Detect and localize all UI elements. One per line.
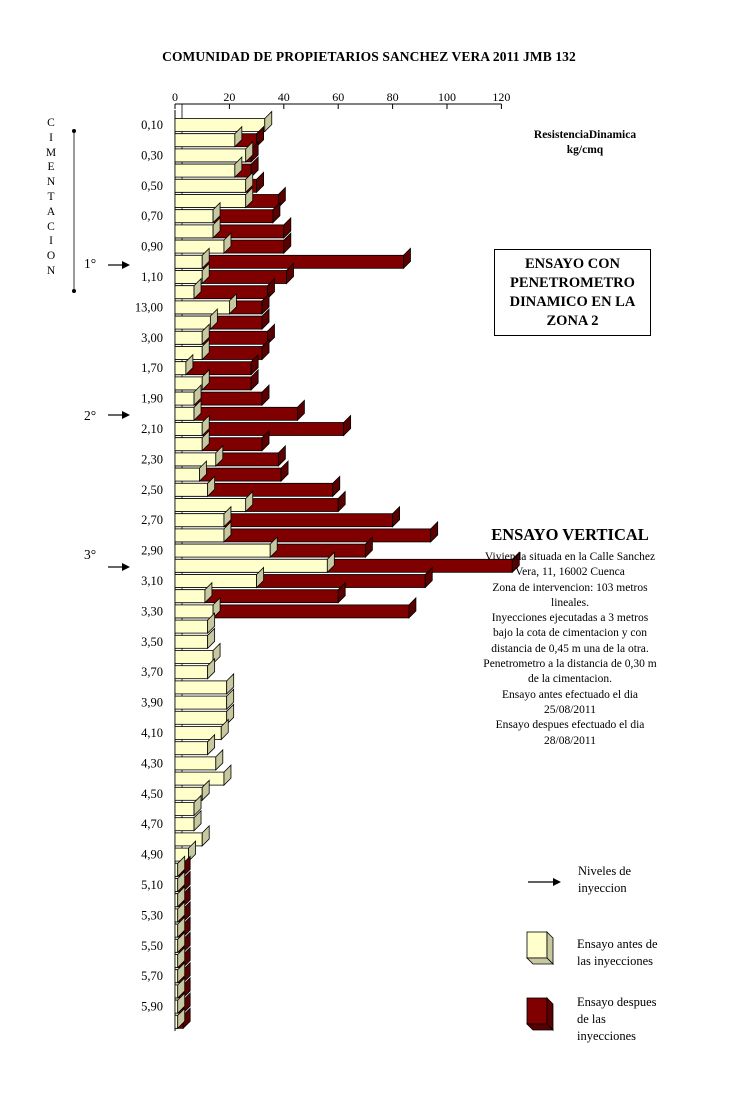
y-tick-label: 1,90 (141, 391, 163, 406)
unit-label-line: kg/cmq (566, 144, 604, 156)
bar-before-face (175, 499, 246, 512)
bar-before-face (175, 301, 229, 314)
y-tick-label: 4,30 (141, 756, 163, 771)
bar-before-face (175, 316, 210, 329)
bar-after-side (297, 400, 304, 420)
bar-before-face (175, 362, 186, 375)
bar-before-face (175, 939, 178, 952)
bar-before-face (175, 544, 270, 557)
y-tick-label: 3,50 (141, 634, 163, 649)
bar-before-face (175, 438, 202, 451)
bar-before-face (175, 833, 202, 846)
test-box-line: ENSAYO CON (525, 255, 620, 272)
unit-label (505, 128, 665, 158)
bar-after-side (278, 446, 285, 466)
cimentacion-letter: O (46, 250, 56, 263)
bar-after-side (262, 385, 269, 405)
y-tick-label: 5,30 (141, 908, 163, 923)
legend-line: inyeccion (578, 881, 627, 895)
injection-level-2-label: 2° (84, 408, 97, 423)
y-tick-label: 5,90 (141, 999, 163, 1014)
bar-after-side (344, 416, 351, 436)
bar-before-face (175, 347, 202, 360)
bar-before-face (175, 970, 178, 983)
info-line: lineales. (551, 596, 589, 609)
cimentacion-vertical-label (44, 116, 58, 279)
y-tick-label: 13,00 (134, 300, 163, 315)
cimentacion-letter: N (46, 176, 56, 189)
bar-before-face (175, 742, 208, 755)
cimentacion-bracket-top (72, 129, 76, 133)
y-tick-label: 3,10 (141, 574, 163, 588)
y-tick-label: 0,10 (141, 118, 163, 132)
bar-before-face (175, 924, 178, 937)
bar-before-face (175, 164, 235, 177)
y-tick-label: 0,90 (141, 239, 163, 254)
bar-before-face (175, 483, 208, 496)
x-tick-label: 120 (492, 90, 511, 104)
y-tick-label: 3,00 (141, 330, 163, 345)
info-line: Ensayo antes efectuado el dia (501, 688, 639, 701)
info-text (462, 550, 678, 749)
legend-line: Ensayo despues (577, 995, 657, 1009)
y-tick-label: 1,70 (141, 361, 163, 376)
info-line: de la cimentacion. (528, 673, 612, 686)
bar-before-side (216, 750, 223, 770)
legend-line: las inyecciones (577, 954, 654, 968)
bar-after-side (257, 172, 264, 192)
bar-before-face (175, 407, 194, 420)
bar-before-face (175, 134, 235, 147)
bar-before-face (175, 635, 208, 648)
bar-after-side (431, 522, 438, 542)
bar-before-face (175, 331, 202, 344)
y-tick-label: 0,30 (141, 148, 163, 163)
legend-after-label (577, 994, 657, 1045)
bar-before-face (175, 863, 178, 876)
y-tick-label: 1,10 (141, 270, 163, 284)
info-line: 25/08/2011 (544, 703, 596, 716)
y-tick-label: 3,30 (141, 604, 163, 619)
info-line: Zona de intervencion: 103 metros (492, 581, 648, 594)
y-tick-label: 4,10 (141, 726, 163, 740)
legend-line: de las (577, 1012, 606, 1026)
bar-before-face (175, 711, 227, 724)
bar-before-face (175, 514, 224, 527)
y-tick-label: 5,70 (141, 969, 163, 984)
bar-before-face (175, 909, 178, 922)
bar-before-face (175, 696, 227, 709)
cimentacion-letter: C (47, 220, 55, 233)
bar-before-face (175, 985, 178, 998)
x-tick-label: 100 (438, 90, 456, 104)
legend-before-label (577, 936, 658, 970)
cimentacion-letter: T (47, 190, 55, 203)
legend-after-swatch-front (527, 998, 547, 1024)
injection-arrow-head (122, 563, 130, 571)
bar-before-side (265, 112, 272, 132)
bar-before-face (175, 149, 246, 162)
bar-before-face (175, 894, 178, 907)
bar-before-face (175, 620, 208, 633)
test-box-line: ZONA 2 (546, 312, 599, 329)
bar-before-face (175, 392, 194, 405)
legend-line: Ensayo antes de (577, 937, 658, 951)
y-tick-label: 3,70 (141, 665, 163, 680)
cimentacion-letter: C (47, 117, 55, 129)
x-tick-label: 80 (386, 90, 399, 104)
page-title: COMUNIDAD DE PROPIETARIOS SANCHEZ VERA 2011 JMB 132 (162, 49, 576, 64)
x-tick-label: 20 (223, 90, 236, 104)
bar-before-face (175, 559, 327, 572)
y-tick-label: 4,70 (141, 817, 163, 832)
bar-before-side (224, 765, 231, 785)
legend-line: inyecciones (577, 1029, 637, 1043)
y-tick-label: 5,10 (141, 878, 163, 892)
test-box-line: DINAMICO EN LA (509, 293, 636, 310)
bar-after-side (403, 248, 410, 268)
injection-arrow-head (122, 411, 130, 419)
y-tick-label: 0,50 (141, 178, 163, 193)
bar-before-face (175, 468, 199, 481)
bar-before-face (175, 757, 216, 770)
info-line: Inyecciones ejecutadas a 3 metros (491, 612, 649, 625)
info-line: Vivienda situada en la Calle Sanchez (484, 551, 656, 563)
y-tick-label: 2,10 (141, 422, 163, 436)
bar-before-face (175, 955, 178, 968)
bar-before-face (175, 255, 202, 268)
legend-before-swatch-front (527, 932, 547, 958)
bar-before-face (175, 666, 208, 679)
cimentacion-letter: N (46, 264, 56, 277)
bar-before-face (175, 1015, 178, 1028)
unit-label-line: ResistenciaDinamica (533, 129, 637, 141)
bar-before-face (175, 590, 205, 603)
bar-before-face (175, 240, 224, 253)
info-line: 28/08/2011 (544, 734, 596, 747)
y-tick-label: 2,50 (141, 482, 163, 497)
injection-level-3-label: 3° (84, 547, 97, 562)
cimentacion-letter: A (46, 205, 56, 218)
cimentacion-letter: I (49, 235, 53, 248)
bar-before-face (175, 423, 202, 436)
bar-before-face (175, 453, 216, 466)
bar-after-side (409, 598, 416, 618)
x-tick-label: 0 (172, 90, 178, 104)
legend-arrow-label (578, 863, 631, 897)
cimentacion-letter: M (45, 146, 57, 159)
info-line: Ensayo despues efectuado el dia (495, 719, 645, 732)
bar-before-face (175, 818, 194, 831)
bar-before-face (175, 225, 213, 238)
y-tick-label: 4,90 (141, 847, 163, 862)
bar-before-face (175, 529, 224, 542)
bar-after-side (393, 507, 400, 527)
y-tick-label: 2,30 (141, 452, 163, 467)
bar-before-face (175, 286, 194, 299)
injection-arrow-head (122, 261, 130, 269)
x-tick-label: 60 (332, 90, 345, 104)
bar-before-face (175, 681, 227, 694)
y-tick-label: 2,70 (141, 513, 163, 528)
cimentacion-letter: E (47, 161, 55, 174)
legend-arrow-head (553, 878, 561, 886)
x-tick-label: 40 (277, 90, 290, 104)
y-tick-label: 4,50 (141, 786, 163, 801)
bar-before-face (175, 575, 257, 588)
bar-after-side (338, 492, 345, 512)
bar-before-face (175, 210, 213, 223)
bar-before-face (175, 803, 194, 816)
info-line: bajo la cota de cimentacion y con (493, 627, 647, 640)
test-box-line: PENETROMETRO (510, 274, 635, 291)
bar-after-side (333, 476, 340, 496)
bar-before-face (175, 119, 265, 132)
y-tick-label: 3,90 (141, 695, 163, 710)
bar-before-face (175, 179, 246, 192)
bar-before-face (175, 772, 224, 785)
bar-before-face (175, 651, 213, 664)
legend-line: Niveles de (578, 864, 632, 878)
cimentacion-letter: I (49, 131, 53, 144)
cimentacion-bracket-bottom (72, 289, 76, 293)
y-tick-label: 2,90 (141, 543, 163, 558)
injection-level-1-label: 1° (84, 256, 97, 271)
y-tick-label: 0,70 (141, 209, 163, 224)
info-line: Penetrometro a la distancia de 0,30 m (483, 658, 657, 671)
bar-before-face (175, 1000, 178, 1013)
info-line: distancia de 0,45 m una de la otra. (491, 642, 649, 655)
y-tick-label: 5,50 (141, 938, 163, 953)
bar-before-face (175, 605, 213, 618)
bar-before-side (202, 826, 209, 846)
bar-before-face (175, 195, 246, 208)
info-title: ENSAYO VERTICAL (491, 525, 649, 544)
bar-after-side (281, 461, 288, 481)
bar-before-face (175, 879, 178, 892)
info-line: Vera, 11, 16002 Cuenca (515, 566, 625, 579)
test-description-box (494, 249, 651, 336)
